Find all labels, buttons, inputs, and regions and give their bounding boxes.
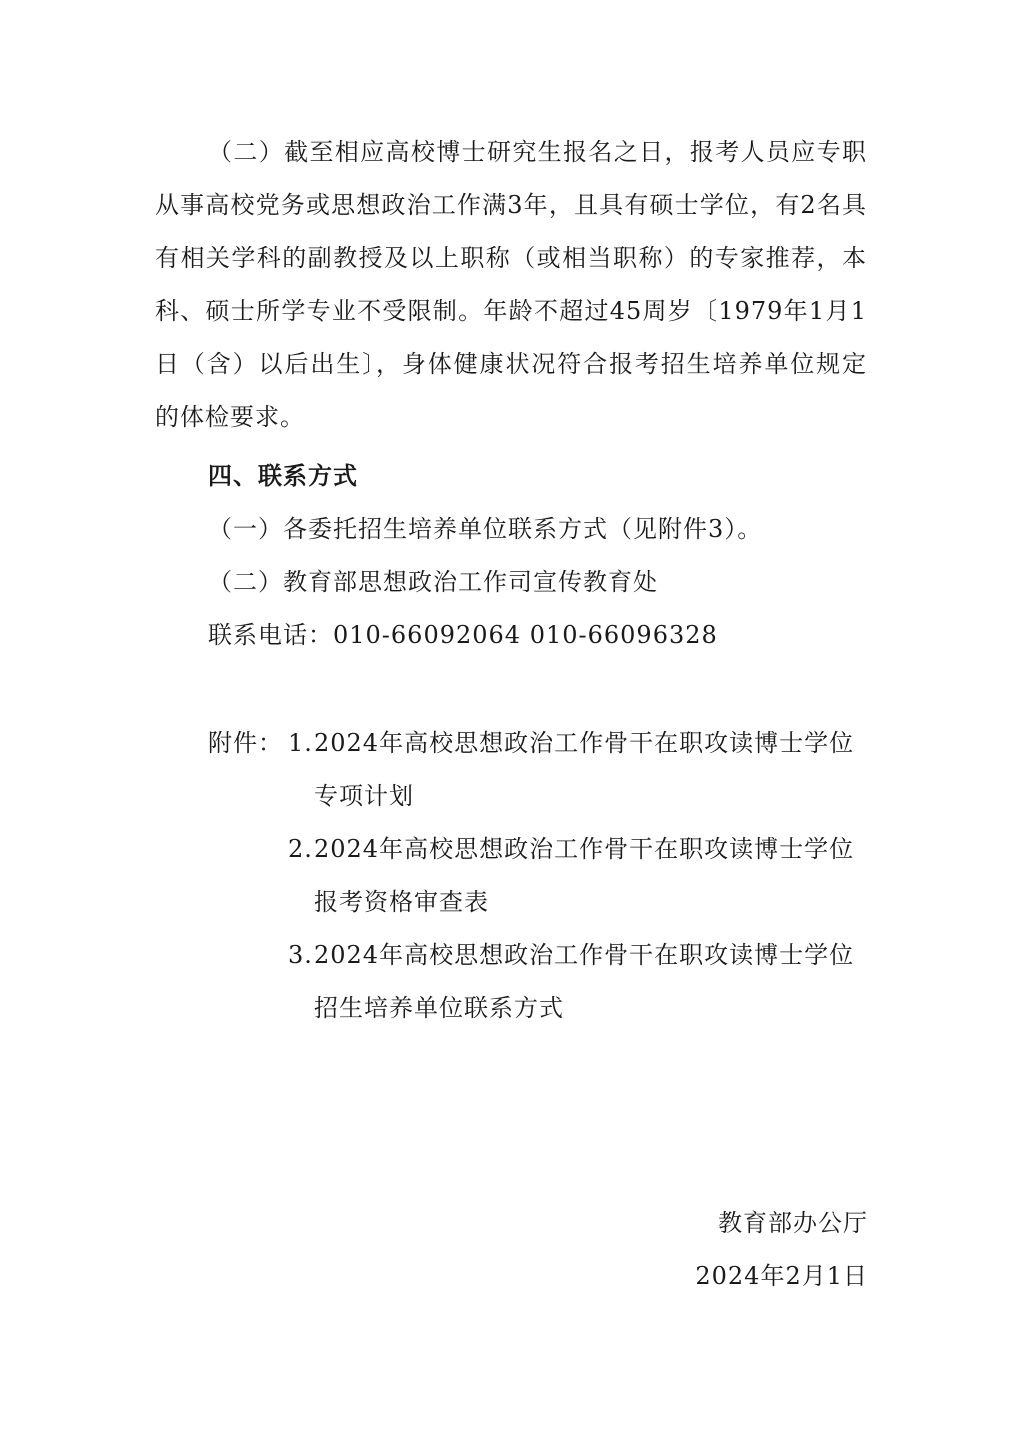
attachment-number: 2. xyxy=(288,835,313,863)
attachment-number: 1. xyxy=(288,729,313,757)
attachment-item xyxy=(288,717,868,823)
contact-section-heading: 四、联系方式 xyxy=(208,462,358,490)
attachment-item xyxy=(288,823,868,929)
attachment-item xyxy=(288,929,868,1035)
attachment-row-2 xyxy=(208,823,868,929)
attachment-row-3 xyxy=(208,929,868,1035)
attachment-title: 2024年高校思想政治工作骨干在职攻读博士学位专项计划 xyxy=(314,729,855,810)
attachment-title: 2024年高校思想政治工作骨干在职攻读博士学位报考资格审查表 xyxy=(314,835,855,916)
issuing-office: 教育部办公厅 xyxy=(718,1209,868,1237)
attachment-title: 2024年高校思想政治工作骨干在职攻读博士学位招生培养单位联系方式 xyxy=(314,941,855,1022)
attachment-row-1 xyxy=(208,717,868,823)
contact-item-two: （二）教育部思想政治工作司宣传教育处 xyxy=(208,568,658,596)
eligibility-paragraph: （二）截至相应高校博士研究生报名之日，报考人员应专职从事高校党务或思想政治工作满3年，且具有硕士学位，有2名具有相关学科的副教授及以上职称（或相当职称）的专家推荐，本科、硕士所学专业不受限制。年龄不超过45周岁〔1979年1月1日（含）以后出生〕，身体健康状况符合报考招生培养单位规定的体检要求。 xyxy=(155,138,867,431)
attachments-list xyxy=(208,717,868,1035)
contact-phone: 联系电话：010-66092064 010-66096328 xyxy=(208,621,718,649)
attachments-label: 附件： xyxy=(208,729,283,757)
issue-date: 2024年2月1日 xyxy=(695,1262,868,1290)
attachment-number: 3. xyxy=(288,941,313,969)
contact-item-one: （一）各委托招生培养单位联系方式（见附件3）。 xyxy=(208,515,763,543)
